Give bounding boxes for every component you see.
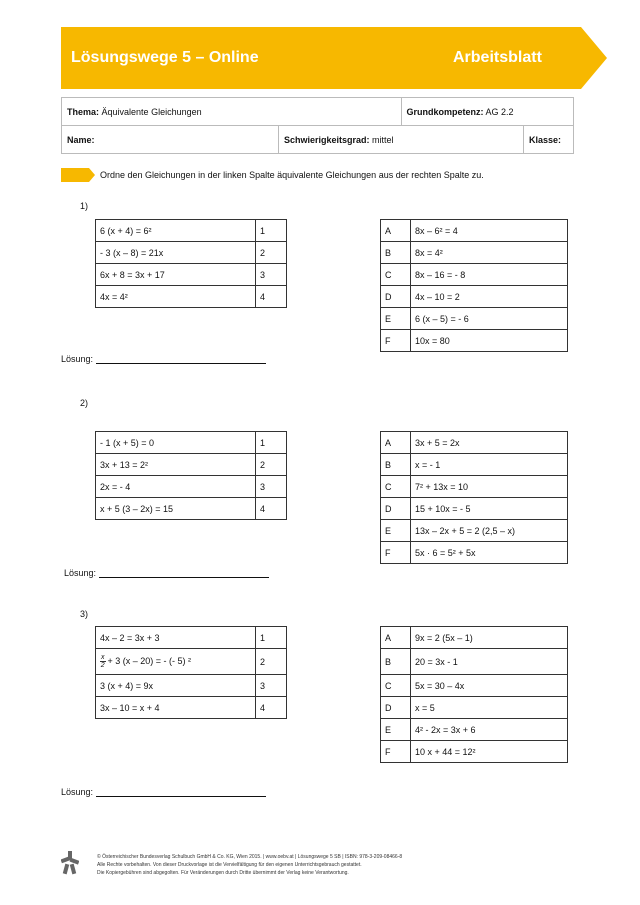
option-letter: F xyxy=(381,741,411,763)
equation-text: + 3 (x – 20) = - (- 5) ² xyxy=(107,655,192,666)
left-column-table xyxy=(95,626,287,719)
table-row xyxy=(96,454,287,476)
equation-number: 2 xyxy=(256,649,287,675)
footer-line: Die Kopiergebühren sind abgegolten. Für Veränderungen durch Dritte übernimmt der Verlag keine Verantwortung. xyxy=(97,870,349,876)
option-letter: F xyxy=(381,330,411,352)
table-row xyxy=(96,220,287,242)
equation-number: 1 xyxy=(256,432,287,454)
schwierigkeit-label: Schwierigkeitsgrad: xyxy=(284,134,370,145)
klasse-label: Klasse: xyxy=(529,134,562,145)
equation-number: 4 xyxy=(256,286,287,308)
equation-number: 4 xyxy=(256,498,287,520)
name-label: Name: xyxy=(67,134,95,145)
option-letter: A xyxy=(381,432,411,454)
equation-number: 3 xyxy=(256,675,287,697)
solution-label: Lösung: xyxy=(61,354,94,364)
solution-field[interactable] xyxy=(61,354,266,364)
equation xyxy=(96,649,256,675)
table-row xyxy=(96,432,287,454)
option-equation: 5x = 30 – 4x xyxy=(411,675,568,697)
option-equation: 3x + 5 = 2x xyxy=(411,432,568,454)
footer-line: Alle Rechte vorbehalten. Von dieser Druckvorlage ist die Vervielfältigung für den eigenen Unterrichtsgebrauch gestattet. xyxy=(97,862,362,868)
table-row xyxy=(381,741,568,763)
exercise-number: 1) xyxy=(80,201,89,211)
left-column-table xyxy=(95,219,287,308)
schwierigkeit-value: mittel xyxy=(372,134,394,145)
table-row xyxy=(96,264,287,286)
thema-label: Thema: xyxy=(67,106,100,117)
option-equation: 6 (x – 5) = - 6 xyxy=(411,308,568,330)
table-row xyxy=(381,649,568,675)
option-equation: 4x – 10 = 2 xyxy=(411,286,568,308)
table-row xyxy=(381,697,568,719)
fraction-denominator: 2 xyxy=(100,662,105,669)
option-equation: 20 = 3x - 1 xyxy=(411,649,568,675)
option-letter: B xyxy=(381,454,411,476)
solution-line[interactable] xyxy=(96,787,266,797)
fraction xyxy=(100,654,106,669)
equation-number: 1 xyxy=(256,220,287,242)
solution-label: Lösung: xyxy=(64,568,97,578)
option-letter: D xyxy=(381,697,411,719)
option-equation: 4² - 2x = 3x + 6 xyxy=(411,719,568,741)
option-letter: F xyxy=(381,542,411,564)
instruction-text: Ordne den Gleichungen in der linken Spalte äquivalente Gleichungen aus der rechten Spalte zu. xyxy=(100,170,484,180)
table-row xyxy=(381,264,568,286)
option-equation: 5x · 6 = 5² + 5x xyxy=(411,542,568,564)
table-row xyxy=(381,220,568,242)
table-row xyxy=(96,697,287,719)
grundkompetenz-value: AG 2.2 xyxy=(485,106,514,117)
table-row xyxy=(381,454,568,476)
option-equation: 9x = 2 (5x – 1) xyxy=(411,627,568,649)
option-letter: C xyxy=(381,264,411,286)
table-row xyxy=(381,719,568,741)
right-column-table xyxy=(380,431,568,564)
option-letter: E xyxy=(381,719,411,741)
fraction-numerator: x xyxy=(101,654,105,661)
equation-number: 3 xyxy=(256,476,287,498)
footer xyxy=(97,853,402,877)
option-equation: 10 x + 44 = 12² xyxy=(411,741,568,763)
equation: 6 (x + 4) = 6² xyxy=(96,220,256,242)
option-equation: 8x – 6² = 4 xyxy=(411,220,568,242)
table-row xyxy=(381,520,568,542)
equation-number: 3 xyxy=(256,264,287,286)
solution-line[interactable] xyxy=(96,354,266,364)
option-equation: 8x = 4² xyxy=(411,242,568,264)
equation: 3 (x + 4) = 9x xyxy=(96,675,256,697)
solution-field[interactable] xyxy=(61,787,266,797)
header-banner xyxy=(61,27,607,89)
option-equation: 7² + 13x = 10 xyxy=(411,476,568,498)
equation: x + 5 (3 – 2x) = 15 xyxy=(96,498,256,520)
table-row xyxy=(381,498,568,520)
equation: - 1 (x + 5) = 0 xyxy=(96,432,256,454)
schwierigkeit-cell xyxy=(279,126,524,154)
option-equation: x = 5 xyxy=(411,697,568,719)
table-row xyxy=(96,476,287,498)
table-row xyxy=(381,308,568,330)
equation: 6x + 8 = 3x + 17 xyxy=(96,264,256,286)
option-equation: 8x – 16 = - 8 xyxy=(411,264,568,286)
table-row xyxy=(96,242,287,264)
table-row xyxy=(381,675,568,697)
right-column-table xyxy=(380,626,568,763)
instruction-arrow-icon xyxy=(61,168,95,182)
option-equation: 15 + 10x = - 5 xyxy=(411,498,568,520)
equation: 4x – 2 = 3x + 3 xyxy=(96,627,256,649)
exercise-number: 3) xyxy=(80,609,89,619)
footer-line: © Österreichischer Bundesverlag Schulbuch GmbH & Co. KG, Wien 2015. | www.oebv.at | Lösungswege 5 SB | ISBN: 978-3-209-08466-8 xyxy=(97,854,403,860)
solution-field[interactable] xyxy=(64,568,269,578)
name-cell xyxy=(62,126,279,154)
table-row xyxy=(96,627,287,649)
option-letter: B xyxy=(381,242,411,264)
equation-number: 2 xyxy=(256,242,287,264)
equation: - 3 (x – 8) = 21x xyxy=(96,242,256,264)
table-row xyxy=(96,675,287,697)
solution-label: Lösung: xyxy=(61,787,94,797)
thema-value: Äquivalente Gleichungen xyxy=(101,106,202,117)
option-equation: 10x = 80 xyxy=(411,330,568,352)
header-title: Lösungswege 5 – Online xyxy=(71,49,259,66)
table-row xyxy=(96,649,287,675)
equation: 2x = - 4 xyxy=(96,476,256,498)
grundkompetenz-label: Grundkompetenz: xyxy=(406,106,484,117)
equation: 3x + 13 = 2² xyxy=(96,454,256,476)
header-label: Arbeitsblatt xyxy=(453,49,542,66)
table-row xyxy=(381,286,568,308)
solution-line[interactable] xyxy=(99,568,269,578)
equation: 4x = 4² xyxy=(96,286,256,308)
equation-number: 4 xyxy=(256,697,287,719)
option-letter: E xyxy=(381,308,411,330)
option-equation: 13x – 2x + 5 = 2 (2,5 – x) xyxy=(411,520,568,542)
equation: 3x – 10 = x + 4 xyxy=(96,697,256,719)
option-letter: A xyxy=(381,627,411,649)
table-row xyxy=(381,476,568,498)
table-row xyxy=(381,542,568,564)
option-letter: C xyxy=(381,675,411,697)
table-row xyxy=(381,330,568,352)
option-letter: D xyxy=(381,286,411,308)
table-row xyxy=(96,498,287,520)
option-letter: D xyxy=(381,498,411,520)
table-row xyxy=(381,242,568,264)
instruction xyxy=(61,168,581,182)
option-letter: E xyxy=(381,520,411,542)
klasse-cell xyxy=(524,126,574,154)
exercise-number: 2) xyxy=(80,398,89,408)
publisher-logo-icon xyxy=(61,851,79,875)
option-letter: A xyxy=(381,220,411,242)
left-column-table xyxy=(95,431,287,520)
equation-number: 2 xyxy=(256,454,287,476)
table-row xyxy=(381,432,568,454)
table-row xyxy=(96,286,287,308)
thema-cell xyxy=(62,98,402,126)
meta-table xyxy=(61,97,574,154)
equation-number: 1 xyxy=(256,627,287,649)
grundkompetenz-cell xyxy=(401,98,574,126)
option-equation: x = - 1 xyxy=(411,454,568,476)
right-column-table xyxy=(380,219,568,352)
option-letter: C xyxy=(381,476,411,498)
table-row xyxy=(381,627,568,649)
option-letter: B xyxy=(381,649,411,675)
